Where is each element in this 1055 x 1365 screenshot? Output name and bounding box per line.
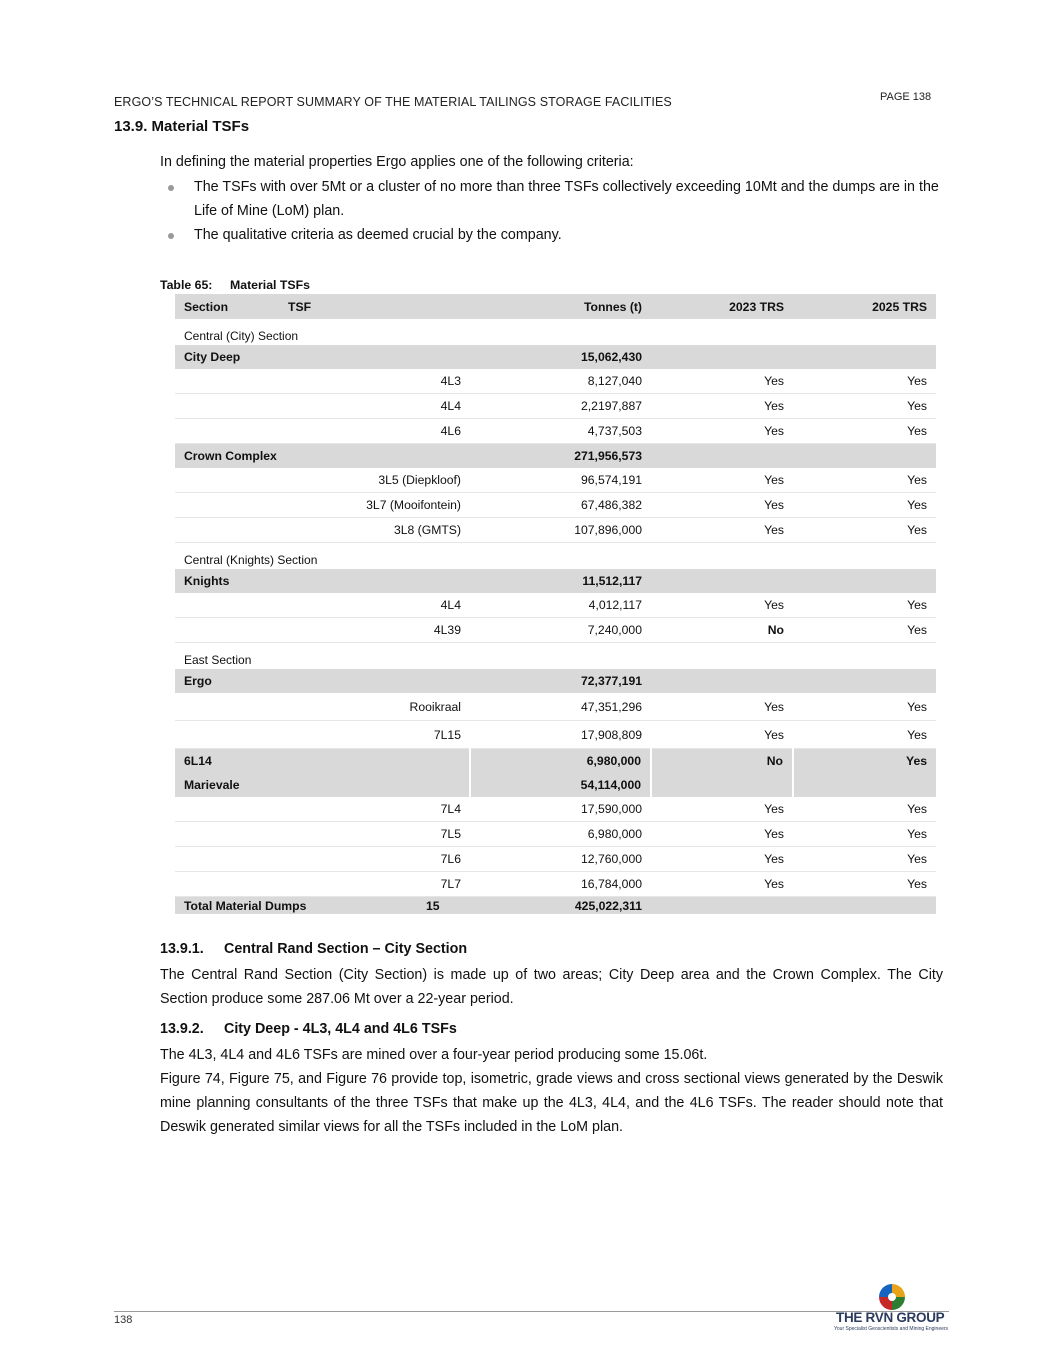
tonnes-cell: 67,486,382 bbox=[470, 493, 651, 518]
paragraph: Figure 74, Figure 75, and Figure 76 provide top, isometric, grade views and cross sectional views generated by the Deswik mine planning consultants of the three TSFs that make up the 4L3, 4L4, and the 4L6 TSFs. The reader should note that Deswik generated similar views for all the TSFs included in the LoM plan. bbox=[160, 1071, 943, 1135]
header-section: Section bbox=[175, 294, 279, 319]
trs-2025-cell: Yes bbox=[793, 693, 936, 721]
table-row bbox=[175, 797, 936, 822]
group-name: City Deep bbox=[175, 345, 470, 369]
tsf-name: 3L5 (Diepkloof) bbox=[279, 468, 470, 493]
table-row bbox=[175, 872, 936, 897]
page-label: PAGE 138 bbox=[880, 91, 932, 103]
tsf-name: 4L4 bbox=[279, 593, 470, 618]
total-row bbox=[175, 897, 936, 915]
trs-2025-cell: Yes bbox=[793, 847, 936, 872]
trs-2023-cell: Yes bbox=[651, 721, 793, 749]
trs-2025-cell: Yes bbox=[793, 593, 936, 618]
group-row bbox=[175, 444, 936, 469]
group-name: Knights bbox=[175, 569, 470, 593]
table-row bbox=[175, 822, 936, 847]
group-row bbox=[175, 345, 936, 369]
header-tsf: TSF bbox=[279, 294, 470, 319]
group-tonnes: 72,377,191 bbox=[470, 669, 651, 693]
trs-2023-cell: Yes bbox=[651, 797, 793, 822]
bullet-icon bbox=[168, 185, 174, 191]
table-row bbox=[175, 721, 936, 749]
tsf-name: 7L4 bbox=[279, 797, 470, 822]
trs-2025-cell: Yes bbox=[793, 721, 936, 749]
table-header-row bbox=[175, 294, 936, 319]
trs-2023-cell: Yes bbox=[651, 518, 793, 543]
subsection-heading bbox=[160, 941, 467, 957]
group-row bbox=[175, 569, 936, 593]
group-tonnes: 15,062,430 bbox=[470, 345, 651, 369]
trs-2023-cell: Yes bbox=[651, 593, 793, 618]
table-row bbox=[175, 394, 936, 419]
running-header: ERGO’S TECHNICAL REPORT SUMMARY OF THE MATERIAL TAILINGS STORAGE FACILITIES bbox=[114, 95, 672, 109]
tonnes-cell: 6,980,000 bbox=[470, 822, 651, 847]
group-row bbox=[175, 749, 936, 774]
tonnes-cell: 17,908,809 bbox=[470, 721, 651, 749]
trs-2025-cell: Yes bbox=[793, 419, 936, 444]
header-2023-trs: 2023 TRS bbox=[651, 294, 793, 319]
trs-2025-cell: Yes bbox=[793, 493, 936, 518]
tsf-name: Rooikraal bbox=[279, 693, 470, 721]
tonnes-cell: 7,240,000 bbox=[470, 618, 651, 643]
tonnes-cell: 8,127,040 bbox=[470, 369, 651, 394]
tsf-name: 4L3 bbox=[279, 369, 470, 394]
group-tonnes: 11,512,117 bbox=[470, 569, 651, 593]
caption-number: Table 65: bbox=[160, 278, 213, 292]
subsection-title: City Deep - 4L3, 4L4 and 4L6 TSFs bbox=[224, 1021, 457, 1037]
tonnes-cell: 16,784,000 bbox=[470, 872, 651, 897]
total-label bbox=[175, 897, 470, 915]
table-row bbox=[175, 468, 936, 493]
trs-2023-cell: No bbox=[651, 749, 793, 774]
table-row bbox=[175, 847, 936, 872]
footer-divider bbox=[114, 1311, 949, 1312]
list-item bbox=[160, 223, 945, 247]
tonnes-cell: 17,590,000 bbox=[470, 797, 651, 822]
tonnes-cell: 96,574,191 bbox=[470, 468, 651, 493]
section-row bbox=[175, 543, 936, 570]
paragraph: The 4L3, 4L4 and 4L6 TSFs are mined over a four-year period producing some 15.06t. bbox=[160, 1047, 708, 1063]
total-label-text: Total Material Dumps bbox=[184, 898, 307, 913]
trs-2025-cell: Yes bbox=[793, 394, 936, 419]
list-item-text: The TSFs with over 5Mt or a cluster of no more than three TSFs collectively exceeding 10Mt and the dumps are in the Life of Mine (LoM) plan. bbox=[194, 179, 939, 219]
trs-2025-cell: Yes bbox=[793, 369, 936, 394]
bullet-icon bbox=[168, 233, 174, 239]
caption-text: Material TSFs bbox=[230, 278, 310, 292]
tsf-name: 7L15 bbox=[279, 721, 470, 749]
tonnes-cell: 4,012,117 bbox=[470, 593, 651, 618]
trs-2023-cell: Yes bbox=[651, 822, 793, 847]
subsection-body bbox=[160, 1043, 943, 1139]
trs-2025-cell: Yes bbox=[793, 468, 936, 493]
trs-2023-cell: Yes bbox=[651, 847, 793, 872]
trs-2025-cell: Yes bbox=[793, 822, 936, 847]
tsf-name: 4L39 bbox=[279, 618, 470, 643]
section-label: East Section bbox=[184, 653, 252, 667]
tsf-name: 3L7 (Mooifontein) bbox=[279, 493, 470, 518]
group-name: Ergo bbox=[175, 669, 470, 693]
section-row bbox=[175, 643, 936, 670]
trs-2023-cell: Yes bbox=[651, 369, 793, 394]
subsection-number: 13.9.2. bbox=[160, 1021, 204, 1037]
header-2025-trs: 2025 TRS bbox=[793, 294, 936, 319]
section-row bbox=[175, 319, 936, 345]
trs-2023-cell: Yes bbox=[651, 419, 793, 444]
subsection-number: 13.9.1. bbox=[160, 941, 204, 957]
rvn-logo-icon bbox=[877, 1283, 907, 1311]
criteria-list bbox=[160, 175, 945, 247]
total-tonnes: 425,022,311 bbox=[470, 897, 651, 915]
subsection-heading bbox=[160, 1021, 457, 1037]
tonnes-cell: 12,760,000 bbox=[470, 847, 651, 872]
trs-2025-cell: Yes bbox=[793, 618, 936, 643]
tsf-name: 3L8 (GMTS) bbox=[279, 518, 470, 543]
section-label: Central (Knights) Section bbox=[184, 553, 318, 567]
group-row bbox=[175, 773, 936, 797]
trs-2023-cell: Yes bbox=[651, 493, 793, 518]
list-item-text: The qualitative criteria as deemed crucial by the company. bbox=[194, 227, 562, 243]
trs-2023-cell: Yes bbox=[651, 394, 793, 419]
trs-2023-cell: Yes bbox=[651, 872, 793, 897]
list-item bbox=[160, 175, 945, 223]
table-caption bbox=[160, 278, 310, 292]
trs-2023-cell: No bbox=[651, 618, 793, 643]
subsection-paragraph: The Central Rand Section (City Section) is made up of two areas; City Deep area and the Crown Complex. The City Section produce some 287.06 Mt over a 22-year period. bbox=[160, 967, 943, 1007]
table-row bbox=[175, 493, 936, 518]
trs-2025-cell: Yes bbox=[793, 797, 936, 822]
section-label: Central (City) Section bbox=[184, 329, 299, 343]
logo-wordmark: THE RVN GROUP bbox=[836, 1310, 945, 1325]
table-row bbox=[175, 618, 936, 643]
tsf-name: 4L6 bbox=[279, 419, 470, 444]
tonnes-cell: 47,351,296 bbox=[470, 693, 651, 721]
trs-2023-cell: Yes bbox=[651, 693, 793, 721]
tonnes-cell: 2,2197,887 bbox=[470, 394, 651, 419]
section-title: 13.9. Material TSFs bbox=[114, 118, 250, 135]
group-name: Crown Complex bbox=[175, 444, 470, 469]
tsf-name: 7L7 bbox=[279, 872, 470, 897]
intro-paragraph: In defining the material properties Ergo applies one of the following criteria: bbox=[160, 154, 634, 170]
tsf-name: 4L4 bbox=[279, 394, 470, 419]
group-tonnes: 271,956,573 bbox=[470, 444, 651, 469]
total-count: 15 bbox=[426, 898, 440, 913]
table-row bbox=[175, 518, 936, 543]
group-name: 6L14 bbox=[175, 749, 470, 774]
tsf-name: 7L5 bbox=[279, 822, 470, 847]
trs-2023-cell: Yes bbox=[651, 468, 793, 493]
group-tonnes: 6,980,000 bbox=[470, 749, 651, 774]
trs-2025-cell: Yes bbox=[793, 872, 936, 897]
table-row bbox=[175, 693, 936, 721]
tonnes-cell: 107,896,000 bbox=[470, 518, 651, 543]
group-name: Marievale bbox=[175, 773, 470, 797]
tonnes-cell: 4,737,503 bbox=[470, 419, 651, 444]
group-tonnes: 54,114,000 bbox=[470, 773, 651, 797]
subsection-title: Central Rand Section – City Section bbox=[224, 941, 468, 957]
logo-tagline: Your Specialist Geoscientists and Mining Engineers bbox=[834, 1326, 949, 1332]
trs-2025-cell: Yes bbox=[793, 749, 936, 774]
table-row bbox=[175, 419, 936, 444]
table-row bbox=[175, 369, 936, 394]
header-tonnes: Tonnes (t) bbox=[470, 294, 651, 319]
group-row bbox=[175, 669, 936, 693]
footer-page-number: 138 bbox=[114, 1314, 133, 1326]
tsf-name: 7L6 bbox=[279, 847, 470, 872]
material-tsf-table bbox=[175, 294, 936, 914]
table-row bbox=[175, 593, 936, 618]
trs-2025-cell: Yes bbox=[793, 518, 936, 543]
